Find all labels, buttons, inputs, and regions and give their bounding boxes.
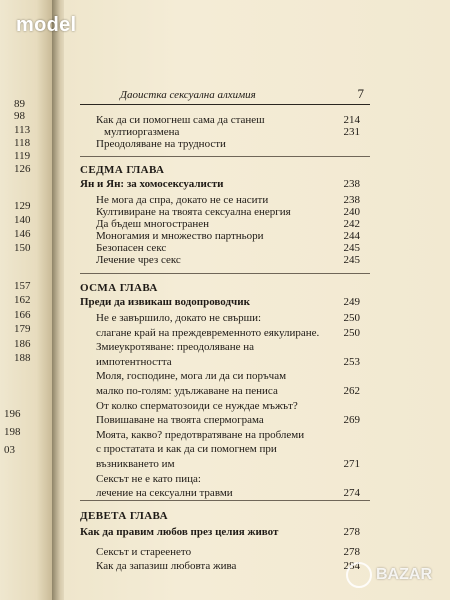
running-header-title: Даоистка сексуална алхимия <box>120 89 256 101</box>
chapter-title: ДЕВЕТА ГЛАВА <box>80 510 168 522</box>
toc-entry: Как да запазиш любовта жива 284 <box>96 560 360 572</box>
left-page-number: 188 <box>14 352 31 364</box>
toc-entry: Не е завършило, докато не свърши: 250 <box>96 312 360 324</box>
toc-entry: Как да си помогнеш сама да станеш 214 <box>96 114 360 126</box>
section-divider <box>80 273 370 274</box>
toc-entry: Сексът не е като пица: <box>96 472 201 485</box>
toc-entry: мултиоргазмена 231 <box>104 126 360 138</box>
left-page-number: 140 <box>14 214 31 226</box>
chapter-title: СЕДМА ГЛАВА <box>80 164 165 176</box>
toc-entry: Моята, какво? предотвратяване на проблеми <box>96 428 305 441</box>
left-page-number: 162 <box>14 294 31 306</box>
left-page-number: 118 <box>14 137 31 149</box>
toc-entry: импотентността 253 <box>96 355 360 368</box>
toc-entry: с простатата и как да си помогнем при <box>96 443 277 456</box>
left-page-number: 126 <box>14 163 31 175</box>
chapter-subhead: Ян и Ян: за хомосексуалисти 238 <box>80 178 360 190</box>
left-page <box>0 0 52 600</box>
left-page-number: 113 <box>14 124 31 136</box>
toc-entry: От колко сперматозоиди се нуждае мъжът? <box>96 399 298 412</box>
bazar-circle-icon <box>346 562 372 588</box>
left-page-number: 129 <box>14 200 31 212</box>
left-page-number: 146 <box>14 228 31 240</box>
left-page-number: 198 <box>4 426 21 438</box>
page-number: 7 <box>357 86 364 101</box>
chapter-title: ОСМА ГЛАВА <box>80 282 158 294</box>
left-page-number: 186 <box>14 338 31 350</box>
toc-entry: Не мога да спра, докато не се насити 238 <box>96 194 360 206</box>
toc-entry: лечение на сексуални травми 274 <box>96 487 360 500</box>
left-page-number: 166 <box>14 309 31 321</box>
watermark: BAZAR <box>346 562 432 588</box>
toc-entry: Моля, господине, мога ли да си поръчам <box>96 370 287 383</box>
chapter-subhead: Преди да извикаш водопроводчик 249 <box>80 296 360 308</box>
toc-entry: Моногамия и множество партньори 244 <box>96 230 360 242</box>
left-page-number: 119 <box>14 150 31 162</box>
toc-entry: Змиеукротяване: преодоляване на <box>96 341 255 354</box>
toc-entry: слагане край на преждевременното еякулиране. 250 <box>96 326 360 339</box>
left-page-number: 150 <box>14 242 31 254</box>
chapter-subhead: Как да правим любов през целия живот 278 <box>80 526 360 538</box>
left-page-number: 89 <box>14 98 25 110</box>
left-page-number: 196 <box>4 408 21 420</box>
running-header <box>80 88 370 105</box>
toc-entry: Култивиране на твоята сексуална енергия 240 <box>96 206 360 218</box>
toc-entry: възникването им 271 <box>96 458 360 470</box>
section-divider <box>80 500 370 501</box>
left-page-number: 179 <box>14 323 31 335</box>
model-logo: model <box>16 14 77 36</box>
left-page-number: 03 <box>4 444 15 456</box>
toc-entry: Сексът и стареенето 278 <box>96 546 360 558</box>
toc-entry: Повишаване на твоята спермограма 269 <box>96 414 360 427</box>
toc-entry: малко по-голям: удължаване на пениса 262 <box>96 385 360 397</box>
toc-entry: Да бъдеш многостранен 242 <box>96 218 360 230</box>
toc-entry: Лечение чрез секс 245 <box>96 254 360 266</box>
left-page-number: 157 <box>14 280 31 292</box>
toc-entry: Безопасен секс 245 <box>96 242 360 254</box>
left-page-number: 98 <box>14 110 25 122</box>
toc-entry: Преодоляване на трудности <box>96 138 226 150</box>
section-divider <box>80 156 370 157</box>
